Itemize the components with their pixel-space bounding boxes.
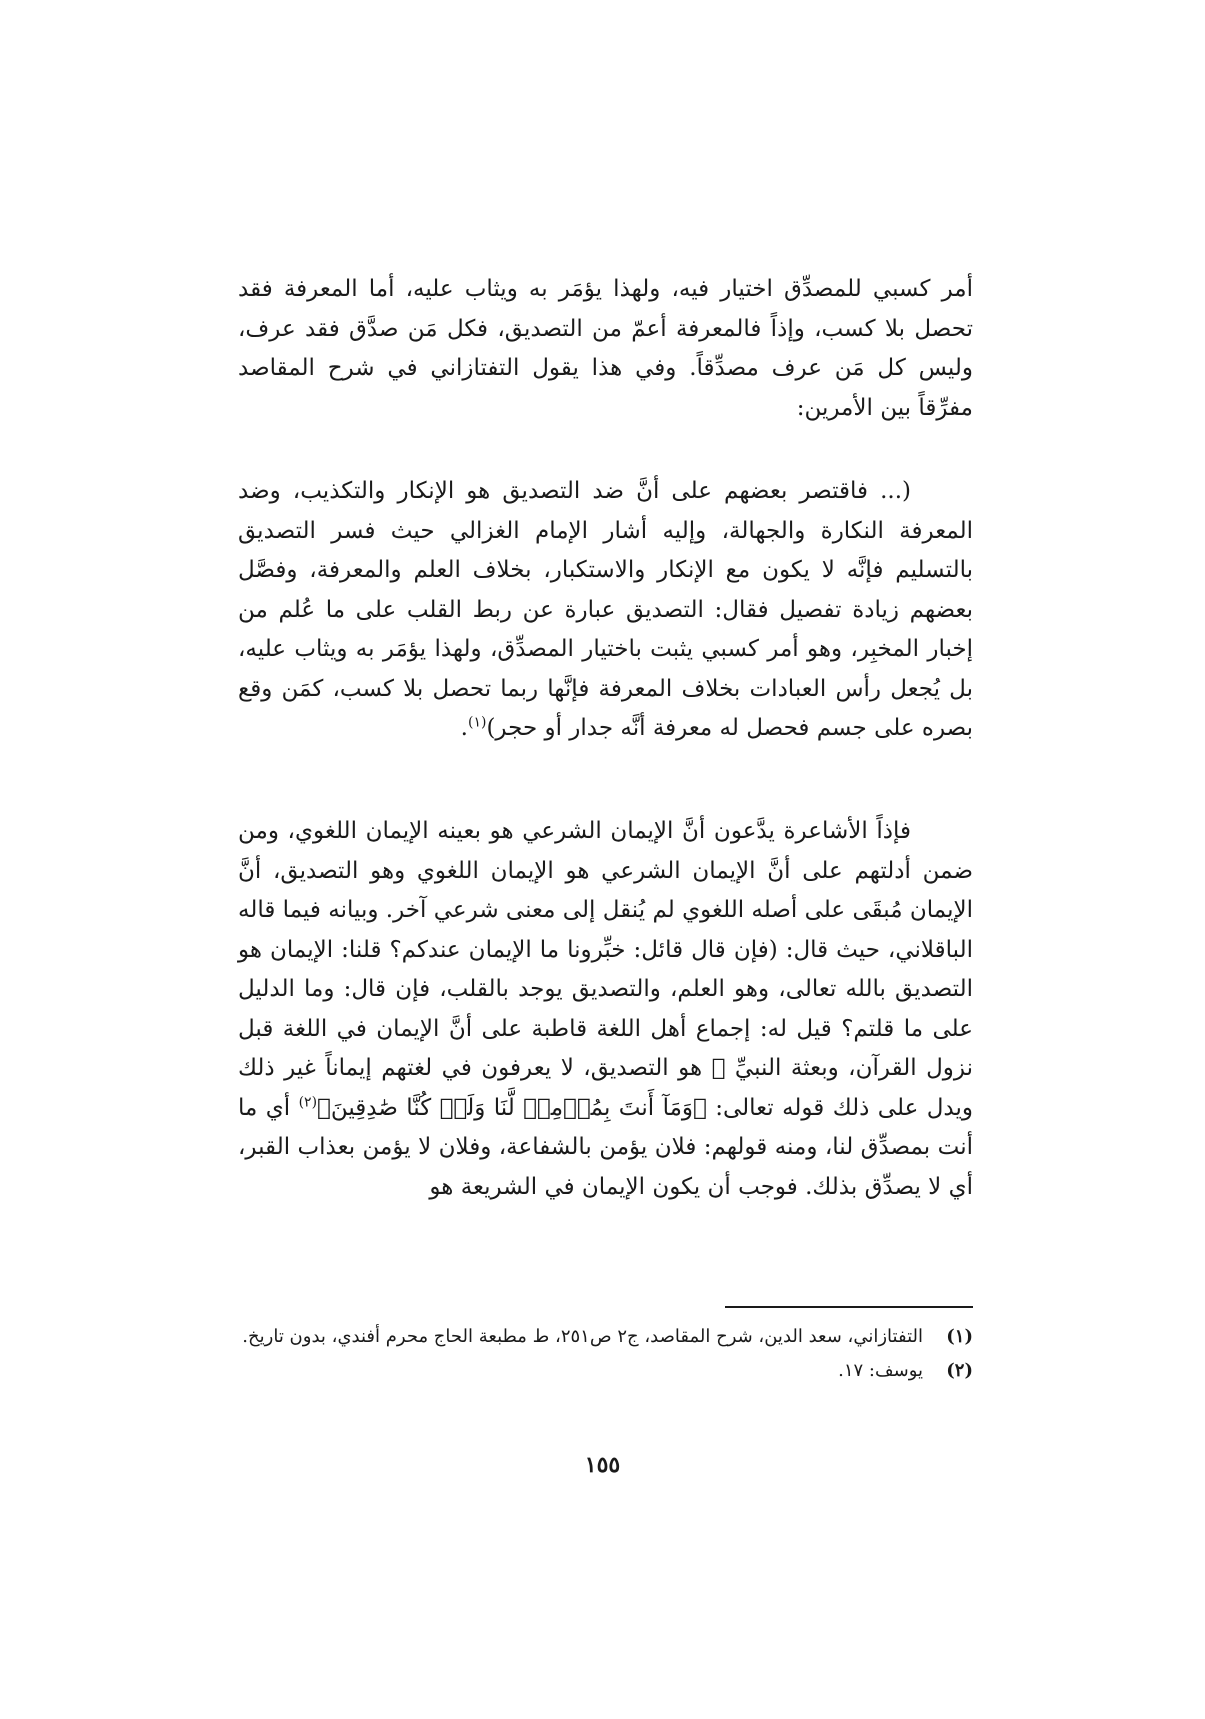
paragraph-1 xyxy=(238,270,973,428)
footnote-ref-2: (٢) xyxy=(298,1093,318,1110)
paragraph-3-text-a: فإذاً الأشاعرة يدَّعون أنَّ الإيمان الشرعي هو بعينه الإيمان اللغوي، ومن ضمن أدلتهم على أنَّ الإيمان الشرعي هو الإيمان اللغوي وهو التصديق، أنَّ الإيمان مُبقَى على أصله اللغوي لم يُنقل إلى معنى شرعي آخر. وبيانه فيما قاله الباقلاني، حيث قال: (فإن قال قائل: خبِّرونا ما الإيمان عندكم؟ قلنا: الإيمان هو التصديق بالله تعالى، وهو العلم، والتصديق يوجد بالقلب، فإن قال: وما الدليل على ما قلتم؟ قيل له: إجماع أهل اللغة قاطبة على أنَّ الإيمان في اللغة قبل نزول القرآن، وبعثة النبيِّ ﷺ هو التصديق، لا يعرفون في لغتهم إيماناً غير ذلك ويدل على ذلك قوله تعالى: ﴿وَمَآ أَنتَ بِمُؤۡمِنٖ لَّنَا وَلَوۡ كُنَّا صَٰدِقِينَ﴾ xyxy=(238,818,973,1121)
footnote-2-number: (٢) xyxy=(946,1360,973,1381)
paragraph-2-quotation xyxy=(238,472,973,749)
footnote-divider xyxy=(725,1306,973,1308)
page-number: ١٥٥ xyxy=(584,1452,621,1478)
footnote-2-text: يوسف: ١٧. xyxy=(838,1360,923,1381)
footnote-ref-1: (١) xyxy=(467,714,487,731)
paragraph-3-body xyxy=(238,812,973,1207)
paragraph-3 xyxy=(238,812,973,1207)
footnote-1-number: (١) xyxy=(946,1326,973,1347)
footnote-1 xyxy=(238,1320,973,1354)
footnote-2 xyxy=(238,1354,973,1388)
footnotes-section xyxy=(238,1320,973,1388)
footnote-1-text: التفتازاني، سعد الدين، شرح المقاصد، ج٢ ص٢٥١، ط مطبعة الحاج محرم أفندي، بدون تاريخ. xyxy=(242,1326,923,1347)
paragraph-3-text-b: أي ما أنت بمصدِّق لنا، ومنه قولهم: فلان يؤمن بالشفاعة، وفلان لا يؤمن بعذاب القبر، أي لا يصدِّق بذلك. فوجب أن يكون الإيمان في الشريعة هو xyxy=(238,1094,973,1200)
paragraph-2-text: (... فاقتصر بعضهم على أنَّ ضد التصديق هو الإنكار والتكذيب، وضد المعرفة النكارة والجهالة، وإليه أشار الإمام الغزالي حيث فسر التصديق بالتسليم فإنَّه لا يكون مع الإنكار والاستكبار، بخلاف العلم والمعرفة، وفصَّل بعضهم زيادة تفصيل فقال: التصديق عبارة عن ربط القلب على ما عُلم من إخبار المخبِر، وهو أمر كسبي يثبت باختيار المصدِّق، ولهذا يؤمَر به ويثاب عليه، بل يُجعل رأس العبادات بخلاف المعرفة فإنَّها ربما تحصل بلا كسب، كمَن وقع بصره على جسم فحصل له معرفة أنَّه جدار أو حجر) xyxy=(238,478,973,741)
paragraph-2-end: . xyxy=(460,715,468,741)
paragraph-2-body xyxy=(238,472,973,749)
paragraph-1-text: أمر كسبي للمصدِّق اختيار فيه، ولهذا يؤمَر به ويثاب عليه، أما المعرفة فقد تحصل بلا كسب، وإذاً فالمعرفة أعمّ من التصديق، فكل مَن صدَّق فقد عرف، وليس كل مَن عرف مصدِّقاً. وفي هذا يقول التفتازاني في شرح المقاصد مفرِّقاً بين الأمرين: xyxy=(238,276,973,421)
